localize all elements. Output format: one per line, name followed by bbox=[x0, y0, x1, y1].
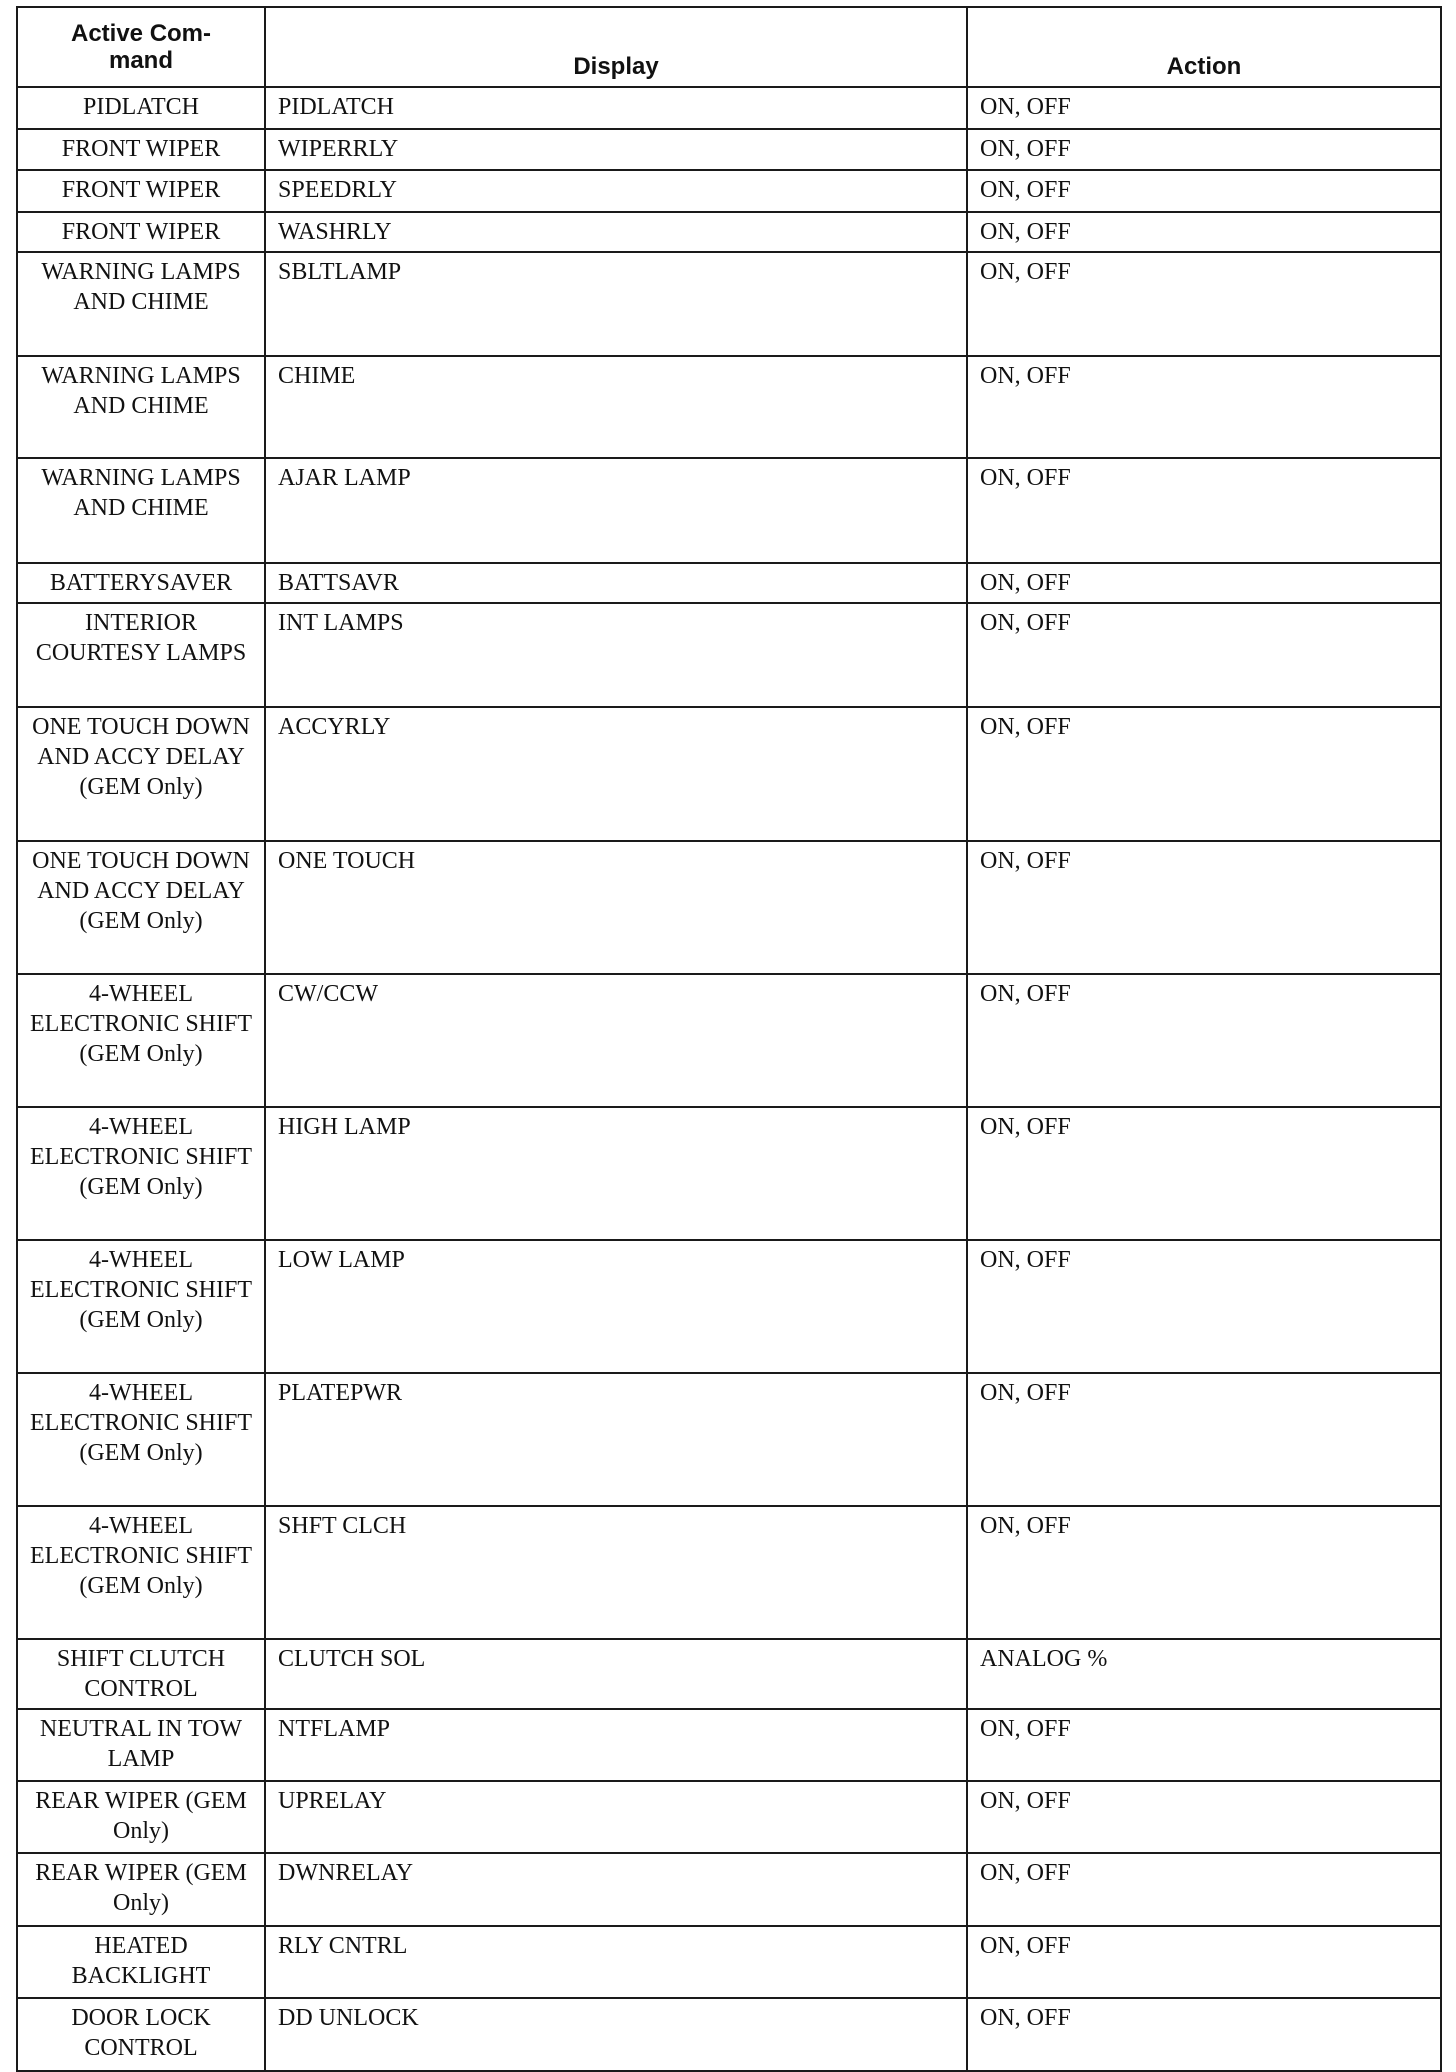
action-cell: ON, OFF bbox=[967, 1373, 1441, 1506]
table-row bbox=[17, 1506, 1441, 1639]
action-cell: ON, OFF bbox=[967, 974, 1441, 1107]
action-cell: ON, OFF bbox=[967, 707, 1441, 841]
command-cell: REAR WIPER (GEM Only) bbox=[17, 1853, 265, 1926]
display-cell: CHIME bbox=[265, 356, 967, 458]
table-row bbox=[17, 129, 1441, 170]
header-action: Action bbox=[967, 7, 1441, 87]
table-row bbox=[17, 1373, 1441, 1506]
table-row bbox=[17, 1639, 1441, 1709]
table-row bbox=[17, 1926, 1441, 1998]
command-cell: ONE TOUCH DOWN AND ACCY DELAY (GEM Only) bbox=[17, 707, 265, 841]
display-cell: NTFLAMP bbox=[265, 1709, 967, 1781]
display-cell: PLATEPWR bbox=[265, 1373, 967, 1506]
table-row bbox=[17, 603, 1441, 707]
command-cell: WARNING LAMPS AND CHIME bbox=[17, 252, 265, 356]
table-row bbox=[17, 563, 1441, 603]
table-row bbox=[17, 1107, 1441, 1240]
action-cell: ON, OFF bbox=[967, 356, 1441, 458]
action-cell: ON, OFF bbox=[967, 1107, 1441, 1240]
action-cell: ON, OFF bbox=[967, 170, 1441, 212]
command-cell: DOOR LOCK CONTROL bbox=[17, 1998, 265, 2071]
action-cell: ON, OFF bbox=[967, 841, 1441, 974]
command-cell: PIDLATCH bbox=[17, 87, 265, 129]
display-cell: HIGH LAMP bbox=[265, 1107, 967, 1240]
action-cell: ON, OFF bbox=[967, 1240, 1441, 1373]
command-cell: FRONT WIPER bbox=[17, 212, 265, 252]
table-row bbox=[17, 1781, 1441, 1853]
action-cell: ON, OFF bbox=[967, 603, 1441, 707]
table-row bbox=[17, 1998, 1441, 2071]
action-cell: ON, OFF bbox=[967, 87, 1441, 129]
table-row bbox=[17, 212, 1441, 252]
table-row bbox=[17, 974, 1441, 1107]
action-cell: ON, OFF bbox=[967, 1506, 1441, 1639]
header-active-command: Active Com- mand bbox=[17, 7, 265, 87]
command-cell: WARNING LAMPS AND CHIME bbox=[17, 458, 265, 563]
display-cell: BATTSAVR bbox=[265, 563, 967, 603]
table-row bbox=[17, 252, 1441, 356]
table-row bbox=[17, 87, 1441, 129]
header-display: Display bbox=[265, 7, 967, 87]
display-cell: UPRELAY bbox=[265, 1781, 967, 1853]
command-cell: 4-WHEEL ELECTRONIC SHIFT (GEM Only) bbox=[17, 1240, 265, 1373]
command-cell: FRONT WIPER bbox=[17, 170, 265, 212]
display-cell: DWNRELAY bbox=[265, 1853, 967, 1926]
command-cell: ONE TOUCH DOWN AND ACCY DELAY (GEM Only) bbox=[17, 841, 265, 974]
action-cell: ANALOG % bbox=[967, 1639, 1441, 1709]
active-command-table bbox=[16, 6, 1442, 2072]
action-cell: ON, OFF bbox=[967, 1998, 1441, 2071]
table-row bbox=[17, 707, 1441, 841]
command-cell: 4-WHEEL ELECTRONIC SHIFT (GEM Only) bbox=[17, 1107, 265, 1240]
action-cell: ON, OFF bbox=[967, 458, 1441, 563]
action-cell: ON, OFF bbox=[967, 1781, 1441, 1853]
command-cell: INTERIOR COURTESY LAMPS bbox=[17, 603, 265, 707]
command-cell: 4-WHEEL ELECTRONIC SHIFT (GEM Only) bbox=[17, 974, 265, 1107]
table-row bbox=[17, 1240, 1441, 1373]
action-cell: ON, OFF bbox=[967, 1926, 1441, 1998]
display-cell: WIPERRLY bbox=[265, 129, 967, 170]
display-cell: SHFT CLCH bbox=[265, 1506, 967, 1639]
table-row bbox=[17, 1853, 1441, 1926]
display-cell: CW/CCW bbox=[265, 974, 967, 1107]
table-row bbox=[17, 356, 1441, 458]
table-row bbox=[17, 1709, 1441, 1781]
display-cell: WASHRLY bbox=[265, 212, 967, 252]
table-row bbox=[17, 458, 1441, 563]
command-cell: 4-WHEEL ELECTRONIC SHIFT (GEM Only) bbox=[17, 1506, 265, 1639]
action-cell: ON, OFF bbox=[967, 212, 1441, 252]
action-cell: ON, OFF bbox=[967, 252, 1441, 356]
display-cell: DD UNLOCK bbox=[265, 1998, 967, 2071]
header-row bbox=[17, 7, 1441, 87]
display-cell: ACCYRLY bbox=[265, 707, 967, 841]
command-cell: HEATED BACKLIGHT bbox=[17, 1926, 265, 1998]
display-cell: PIDLATCH bbox=[265, 87, 967, 129]
command-cell: 4-WHEEL ELECTRONIC SHIFT (GEM Only) bbox=[17, 1373, 265, 1506]
display-cell: LOW LAMP bbox=[265, 1240, 967, 1373]
command-cell: BATTERYSAVER bbox=[17, 563, 265, 603]
display-cell: SPEEDRLY bbox=[265, 170, 967, 212]
display-cell: ONE TOUCH bbox=[265, 841, 967, 974]
action-cell: ON, OFF bbox=[967, 1853, 1441, 1926]
display-cell: AJAR LAMP bbox=[265, 458, 967, 563]
command-cell: FRONT WIPER bbox=[17, 129, 265, 170]
display-cell: CLUTCH SOL bbox=[265, 1639, 967, 1709]
action-cell: ON, OFF bbox=[967, 129, 1441, 170]
display-cell: INT LAMPS bbox=[265, 603, 967, 707]
table-row bbox=[17, 170, 1441, 212]
action-cell: ON, OFF bbox=[967, 563, 1441, 603]
table-row bbox=[17, 841, 1441, 974]
display-cell: SBLTLAMP bbox=[265, 252, 967, 356]
command-cell: WARNING LAMPS AND CHIME bbox=[17, 356, 265, 458]
command-cell: NEUTRAL IN TOW LAMP bbox=[17, 1709, 265, 1781]
command-cell: SHIFT CLUTCH CONTROL bbox=[17, 1639, 265, 1709]
command-cell: REAR WIPER (GEM Only) bbox=[17, 1781, 265, 1853]
action-cell: ON, OFF bbox=[967, 1709, 1441, 1781]
display-cell: RLY CNTRL bbox=[265, 1926, 967, 1998]
